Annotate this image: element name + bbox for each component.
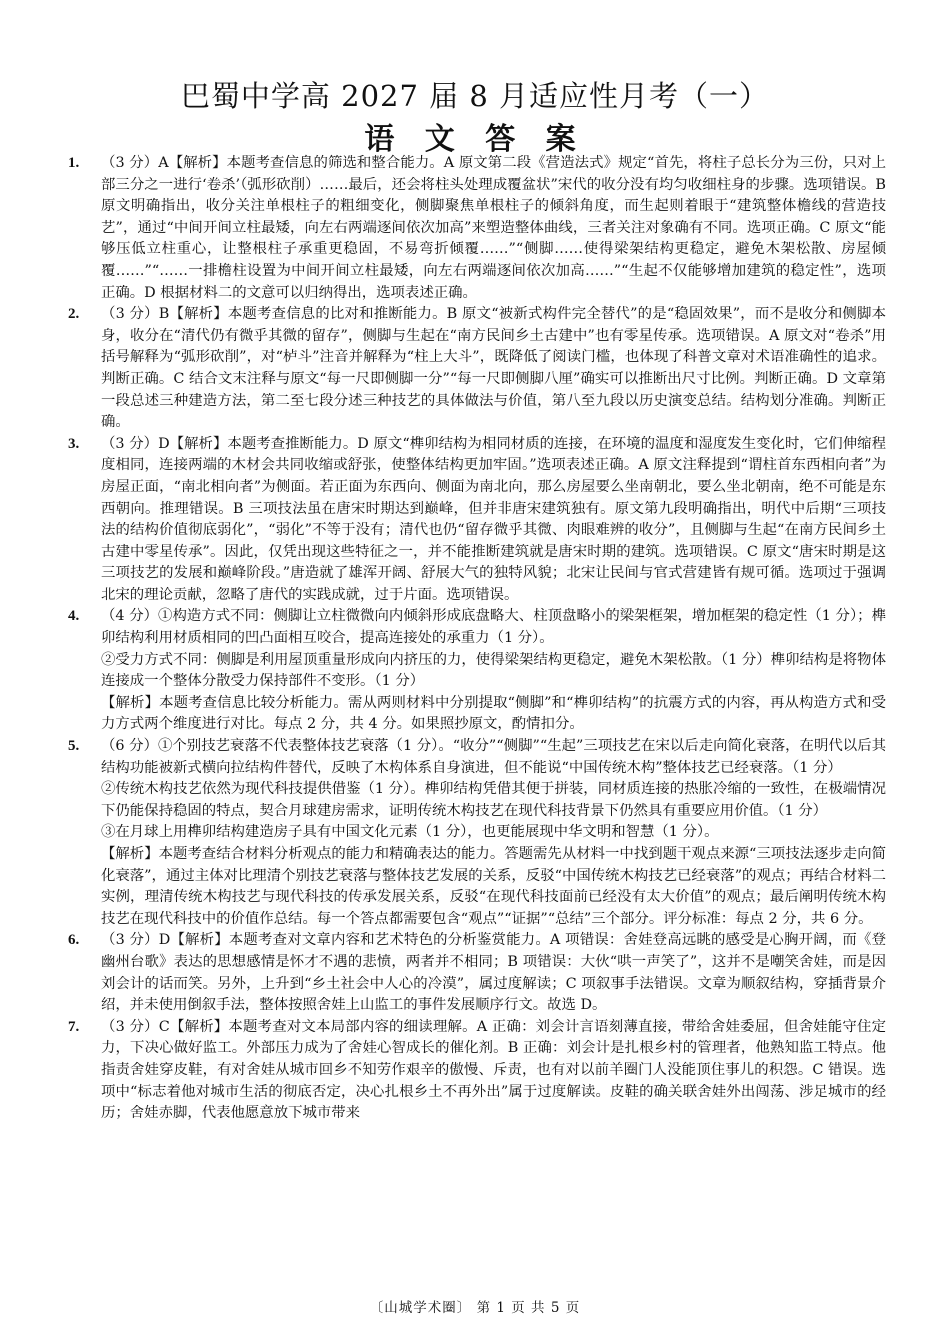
answer-text: ③在月球上用榫卯结构建造房子具有中国文化元素（1 分），也更能展现中华文明和智慧（1 分）。 (101, 824, 719, 841)
answer-text: （3 分）D【解析】本题考查推断能力。D 原文“榫卯结构为相同材质的连接，在环境的温度和湿度发生变化时，它们伸缩程度相同，连接两端的木材会共同收缩或舒张，使整体结构更加牢固。”选项表述正确。A 原文注释提到“谓柱首东西相向者”为房屋正面，“南北相向者”为侧面。若正面为东西向、侧面为南北向，那么房屋要么坐南朝北，要么坐北朝南，绝不可能是东西朝向。推理错误。B 三项技法虽在唐宋时期达到巅峰，但并非唐宋建筑独有。原文第九段明确指出，明代中后期“三项技法的结构价值彻底弱化”，“弱化”不等于没有；清代也仍“留存微乎其微、肉眼难辨的收分”，且侧脚与生起“在南方民间乡土古建中零星传承”。因此，仅凭出现这些特征之一，并不能推断建筑就是唐宋时期的建筑。选项错误。C 原文“唐宋时期是这三项技艺的发展和巅峰阶段。”唐造就了雄浑开阔、舒展大气的独特风貌；北宋让民间与官式营建皆有规可循。选项过于强调北宋的理论贡献，忽略了唐代的实践成就，过于片面。选项错误。 (101, 435, 886, 603)
answer-item-6 (68, 930, 886, 1016)
answers-content (68, 153, 886, 1125)
answer-item-1 (68, 153, 886, 304)
answer-text: ②受力方式不同：侧脚是利用屋顶重量形成向内挤压的力，使得梁架结构更稳定，避免木架松散。（1 分）榫卯结构是将物体连接成一个整体分散受力保持部件不变形。（1 分） (101, 651, 886, 690)
answer-number: 5. (68, 738, 80, 755)
answer-text: （3 分）A【解析】本题考查信息的筛选和整合能力。A 原文第二段《营造法式》规定“首先，将柱子总长分为三份，只对上部三分之一进行‘卷杀’（弧形砍削）……最后，还会将柱头处理成覆盆状”宋代的收分没有均匀收细柱身的步骤。选项错误。B 原文明确指出，收分关注单根柱子的粗细变化，侧脚聚焦单根柱子的倾斜角度，而生起则着眼于“建筑整体檐线的营造技艺”，通过“中间开间立柱最矮，向左右两端逐间依次加高”来塑造整体曲线，三者关注对象确有不同。选项正确。C 原文“能够压低立柱重心，让整根柱子承重更稳固，不易弯折倾覆……”“侧脚……使得梁架结构更稳定，避免木架松散、房屋倾覆……”“……一排檐柱设置为中间开间立柱最矮，向左右两端逐间依次加高……”“生起不仅能够增加建筑的稳定性”，选项正确。D 根据材料二的文意可以归纳得出，选项表述正确。 (101, 155, 886, 301)
answer-number: 2. (68, 306, 80, 323)
page-subtitle: 语 文 答 案 (364, 122, 586, 157)
answer-item-4 (68, 606, 886, 736)
answer-item-7 (68, 1017, 886, 1125)
answer-text: （3 分）B【解析】本题考查信息的比对和推断能力。B 原文“被新式构件完全替代”的是“稳固效果”，而不是收分和侧脚本身，收分在“清代仍有微乎其微的留存”，侧脚与生起在“南方民间乡土古建中”也有零星传承。选项错误。A 原文对“卷杀”用括号解释为“弧形砍削”，对“栌斗”注音并解释为“柱上大斗”，既降低了阅读门槛，也体现了科普文章对术语准确性的追求。判断正确。C 结合文末注释与原文“每一尺即侧脚一分”“每一尺即侧脚八厘”确实可以推断出尺寸比例。判断正确。D 文章第一段总述三种建造方法，第二至七段分述三种技艺的具体做法与价值，第八至九段以历史演变总结。结构划分准确。判断正确。 (101, 306, 886, 431)
answer-number: 1. (68, 155, 80, 171)
answer-item-5 (68, 736, 886, 930)
answer-text: （4 分）①构造方式不同：侧脚让立柱微微向内倾斜形成底盘略大、柱顶盘略小的梁架框架，增加框架的稳定性（1 分）；榫卯结构利用材质相同的凹凸面相互咬合，提高连接处的承重力（1 分）。 (101, 608, 886, 647)
answer-number: 6. (68, 932, 80, 949)
answer-text: （3 分）C【解析】本题考查对文本局部内容的细读理解。A 正确：刘会计言语刻薄直接，带给舍娃委屈，但舍娃能守住定力，下决心做好监工。外部压力成为了舍娃心智成长的催化剂。B 正确：刘会计是扎根乡村的管理者，他熟知监工特点。他指责舍娃穿皮鞋，有对舍娃从城市回乡不知劳作艰辛的傲慢、斥责，也有对以前羊圈门人没能顶住事儿的积怨。C 错误。选项中“标志着他对城市生活的彻底否定，决心扎根乡土不再外出”属于过度解读。皮鞋的确关联舍娃外出闯荡、涉足城市的经历；舍娃赤脚，代表他愿意放下城市带来 (101, 1018, 886, 1122)
answer-number: 7. (68, 1018, 80, 1035)
answer-item-2 (68, 304, 886, 434)
answer-text: （6 分）①个别技艺衰落不代表整体技艺衰落（1 分）。“收分”“侧脚”“生起”三项技艺在宋以后走向简化衰落，在明代以后其结构功能被新式横向拉结构件替代，反映了木构体系自身演进，但不能说“中国传统木构”整体技艺已经衰落。（1 分） (101, 738, 886, 776)
answer-item-3 (68, 434, 886, 607)
page-title: 巴蜀中学高 2027 届 8 月适应性月考（一） (180, 79, 770, 113)
answer-text: （3 分）D【解析】本题考查对文章内容和艺术特色的分析鉴赏能力。A 项错误：舍娃登高远眺的感受是心胸开阔，而《登幽州台歌》表达的思想感情是怀才不遇的悲愤，两者并不相同；B 项错误：大伙“哄一声笑了”，这并不是嘲笑舍娃，而是因刘会计的话而笑。另外，上升到“乡土社会中人心的冷漠”，属过度解读；C 项叙事手法错误。文章为顺叙结构，穿插背景介绍，并未使用倒叙手法，整体按照舍娃上山监工的事件发展顺序行文。故选 D。 (101, 932, 886, 1014)
answer-number: 4. (68, 608, 80, 625)
answer-number: 3. (68, 435, 80, 452)
page-footer: 〔山城学术圈〕 第 1 页 共 5 页 (369, 1300, 581, 1316)
answer-text: ②传统木构技艺依然为现代科技提供借鉴（1 分）。榫卯结构凭借其便于拼装，同材质连接的热胀冷缩的一致性，在极端情况下仍能保持稳固的特点，契合月球建房需求，证明传统木构技艺在现代科技背景下仍然具有重要应用价值。（1 分） (101, 781, 886, 819)
answer-analysis: 【解析】本题考查结合材料分析观点的能力和精确表达的能力。答题需先从材料一中找到题干观点来源“三项技法逐步走向简化衰落”，通过主体对比理清个别技艺衰落与整体技艺发展的关系，反驳“中国传统木构技艺已经衰落”的观点；再结合材料二实例，理清传统木构技艺与现代科技的传承发展关系，反驳“在现代科技面前已经没有太大价值”的观点；最后阐明传统木构技艺在现代科技中的价值作总结。每一个答点都需要包含“观点”“证据”“总结”三个部分。评分标准：每点 2 分，共 6 分。 (101, 846, 886, 927)
answer-analysis: 【解析】本题考查信息比较分析能力。需从两则材料中分别提取“侧脚”和“榫卯结构”的抗震方式的内容，再从构造方式和受力方式两个维度进行对比。每点 2 分，共 4 分。如果照抄原文，酌情扣分。 (101, 694, 886, 733)
